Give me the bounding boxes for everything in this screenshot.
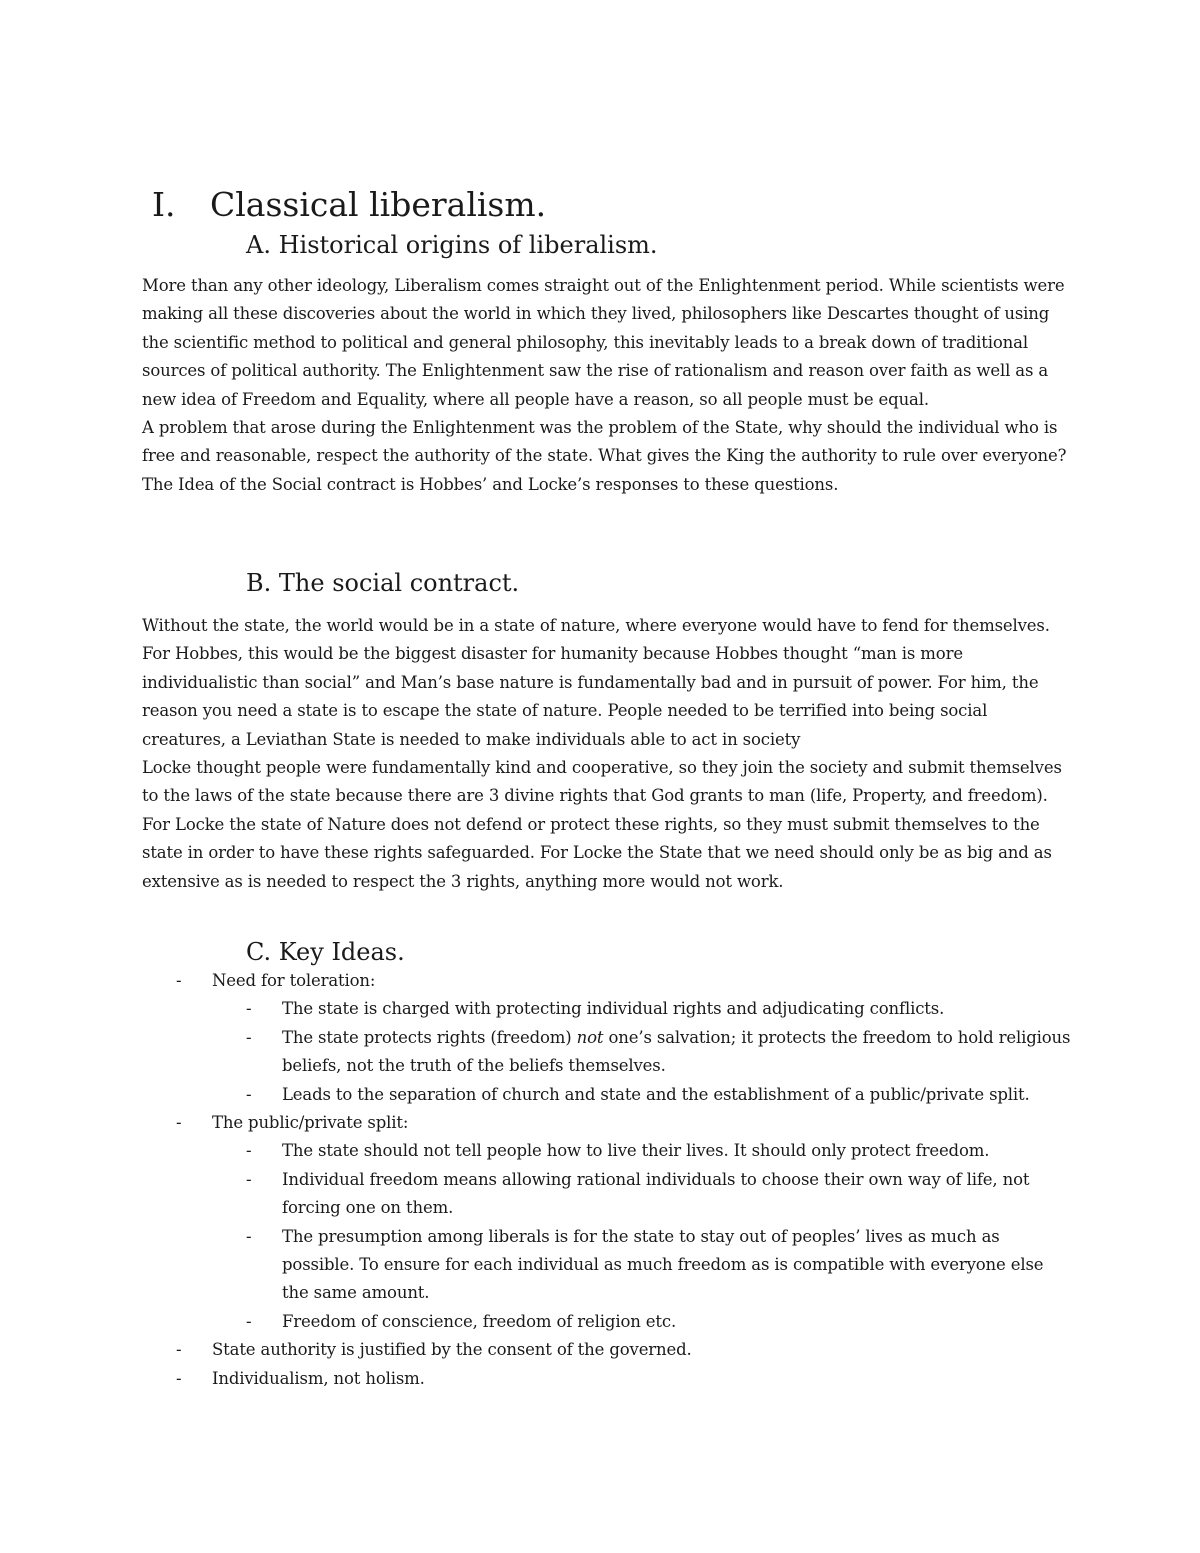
- sub-list-item-text: The state should not tell people how to live their lives. It should only protect freedom.: [282, 1141, 990, 1161]
- sub-list-item: [142, 1223, 1072, 1308]
- section-a-body: [142, 272, 1072, 499]
- key-ideas-list: [142, 967, 1072, 1393]
- paragraph: Without the state, the world would be in a state of nature, where everyone would have to fend for themselves. For Hobbes, this would be the biggest disaster for humanity because Hobbes thought “man is more individualistic than social” and Man’s base nature is fundamentally bad and in pursuit of power. For him, the reason you need a state is to escape the state of nature. People needed to be terrified into being social creatures, a Leviathan State is needed to make individuals able to act in society: [142, 616, 1050, 749]
- bullet-dash: -: [246, 1141, 252, 1161]
- bullet-dash: -: [246, 1084, 252, 1104]
- bullet-dash: -: [176, 971, 182, 990]
- list-item-text: Individualism, not holism.: [212, 1368, 425, 1388]
- bullet-dash: -: [246, 1169, 252, 1189]
- sub-list-item-text-start: The state protects rights (freedom): [282, 1027, 577, 1047]
- sub-list-item: [142, 1137, 1072, 1165]
- sub-list-item: [142, 1024, 1072, 1081]
- bullet-dash: -: [246, 1311, 252, 1331]
- sub-list-item: [142, 995, 1072, 1023]
- list-item-text: The public/private split:: [212, 1113, 409, 1133]
- sub-list-item-text: Leads to the separation of church and state and the establishment of a public/private split.: [282, 1084, 1030, 1104]
- section-a-heading: A. Historical origins of liberalism.: [246, 231, 658, 259]
- list-item: [142, 1336, 1072, 1364]
- sub-list-item-text: The presumption among liberals is for the state to stay out of peoples’ lives as much as possible. To ensure for each individual as much freedom as is compatible with everyone else the same amount.: [282, 1226, 1044, 1303]
- list-item-text: Need for toleration:: [212, 971, 376, 990]
- sub-list-item-text: Freedom of conscience, freedom of religion etc.: [282, 1311, 677, 1331]
- bullet-dash: -: [176, 1340, 182, 1360]
- section-b-heading: B. The social contract.: [246, 569, 520, 597]
- list-item: [142, 1109, 1072, 1137]
- list-item: [142, 1365, 1072, 1393]
- paragraph: More than any other ideology, Liberalism comes straight out of the Enlightenment period. While scientists were making all these discoveries about the world in which they lived, philosophers like Descartes thought of using the scientific method to political and general philosophy, this inevitably leads to a break down of traditional sources of political authority. The Enlightenment saw the rise of rationalism and reason over faith as well as a new idea of Freedom and Equality, where all people have a reason, so all people must be equal.: [142, 276, 1065, 409]
- section-c-heading: C. Key Ideas.: [246, 938, 405, 966]
- sub-list-item: [142, 1081, 1072, 1109]
- section-b-body: [142, 612, 1072, 896]
- bullet-dash: -: [246, 1027, 252, 1047]
- main-heading: [152, 183, 546, 227]
- paragraph: A problem that arose during the Enlightenment was the problem of the State, why should the individual who is free and reasonable, respect the authority of the state. What gives the King the authority to rule over everyone? The Idea of the Social contract is Hobbes’ and Locke’s responses to these questions.: [142, 418, 1067, 494]
- sub-list-item: [142, 1308, 1072, 1336]
- heading-number: I.: [152, 185, 176, 224]
- sub-list-item: [142, 1166, 1072, 1223]
- list-item-text: State authority is justified by the consent of the governed.: [212, 1340, 692, 1360]
- sub-list-item-text: Individual freedom means allowing rational individuals to choose their own way of life, not forcing one on them.: [282, 1169, 1030, 1218]
- sub-list-item-text: The state is charged with protecting individual rights and adjudicating conflicts.: [282, 999, 945, 1019]
- bullet-dash: -: [246, 999, 252, 1019]
- sub-list-item-text-end: one’s salvation; it protects the freedom to hold religious beliefs, not the truth of the beliefs themselves.: [282, 1027, 1071, 1076]
- emphasis-text: not: [576, 1027, 604, 1047]
- list-item: [142, 967, 1072, 995]
- bullet-dash: -: [246, 1226, 252, 1246]
- paragraph: Locke thought people were fundamentally kind and cooperative, so they join the society and submit themselves to the laws of the state because there are 3 divine rights that God grants to man (life, Property, and freedom). For Locke the state of Nature does not defend or protect these rights, so they must submit themselves to the state in order to have these rights safeguarded. For Locke the State that we need should only be as big and as extensive as is needed to respect the 3 rights, anything more would not work.: [142, 758, 1062, 891]
- bullet-dash: -: [176, 1368, 182, 1388]
- bullet-dash: -: [176, 1113, 182, 1133]
- heading-title: Classical liberalism.: [210, 185, 547, 224]
